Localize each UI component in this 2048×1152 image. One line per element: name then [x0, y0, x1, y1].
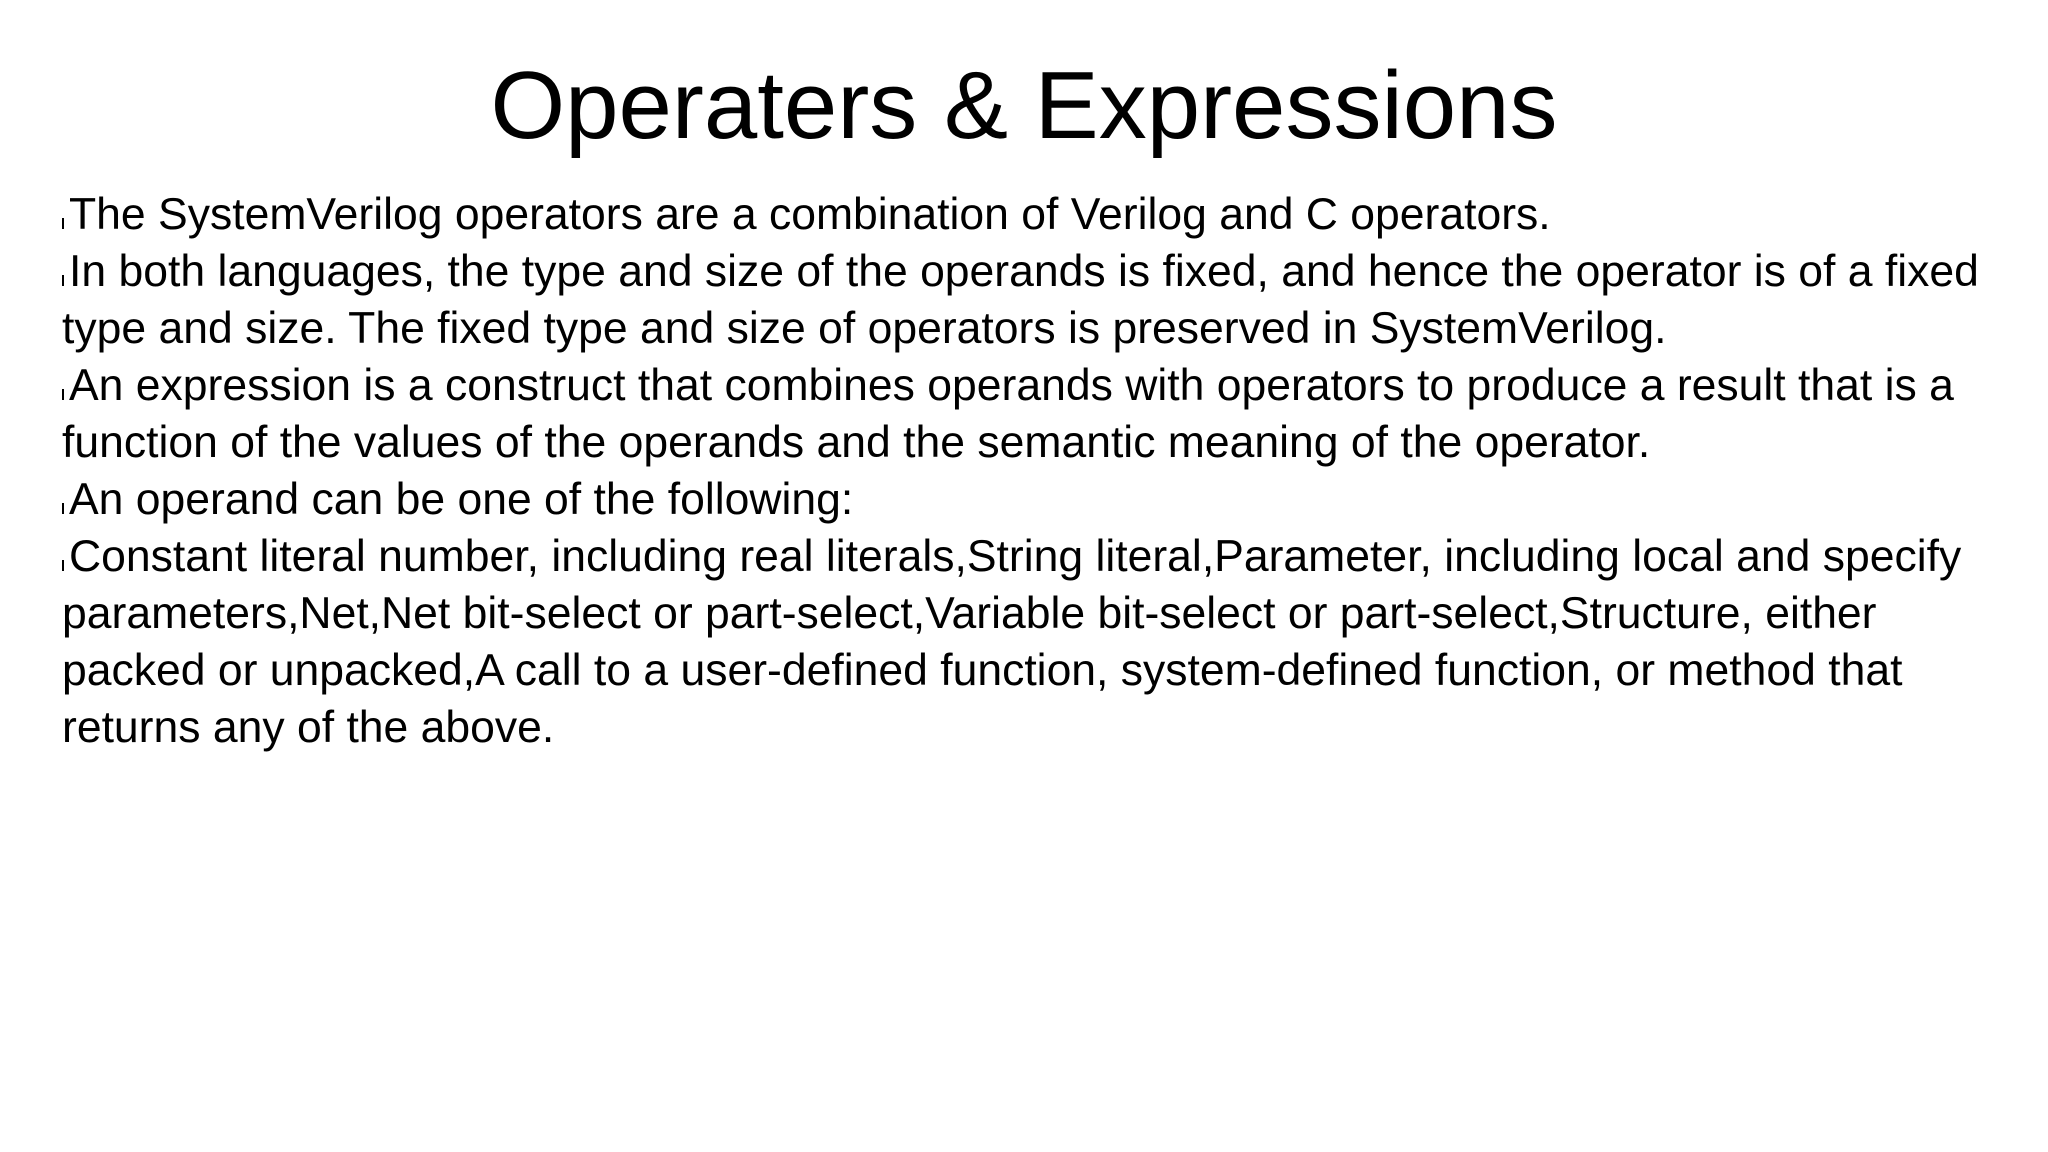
bullet-item — [62, 528, 2007, 756]
bullet-icon — [62, 543, 65, 554]
slide-title: Operaters & Expressions — [490, 52, 1558, 159]
bullet-item — [62, 243, 2007, 357]
bullet-icon — [62, 486, 65, 497]
bullet-item — [62, 357, 2007, 471]
bullet-icon — [62, 372, 65, 383]
bullet-item — [62, 186, 2007, 243]
bullet-text: An operand can be one of the following: — [69, 475, 854, 524]
bullet-list — [62, 186, 2007, 756]
bullet-text: An expression is a construct that combines operands with operators to produce a result that is a function of the values of the operands and the semantic meaning of the operator. — [62, 361, 1954, 467]
bullet-icon — [62, 258, 65, 269]
bullet-icon — [62, 201, 65, 212]
bullet-text: In both languages, the type and size of the operands is fixed, and hence the operator is of a fixed type and size. The fixed type and size of operators is preserved in SystemVerilog. — [62, 247, 1979, 353]
bullet-item — [62, 471, 2007, 528]
bullet-text: Constant literal number, including real literals,String literal,Parameter, including local and specify parameters,Net,Net bit-select or part-select,Variable bit-select or part-select,Structure, either packed or unpacked,A call to a user-defined function, system-defined function, or method that returns any of the above. — [62, 532, 1962, 752]
bullet-text: The SystemVerilog operators are a combination of Verilog and C operators. — [69, 190, 1551, 239]
